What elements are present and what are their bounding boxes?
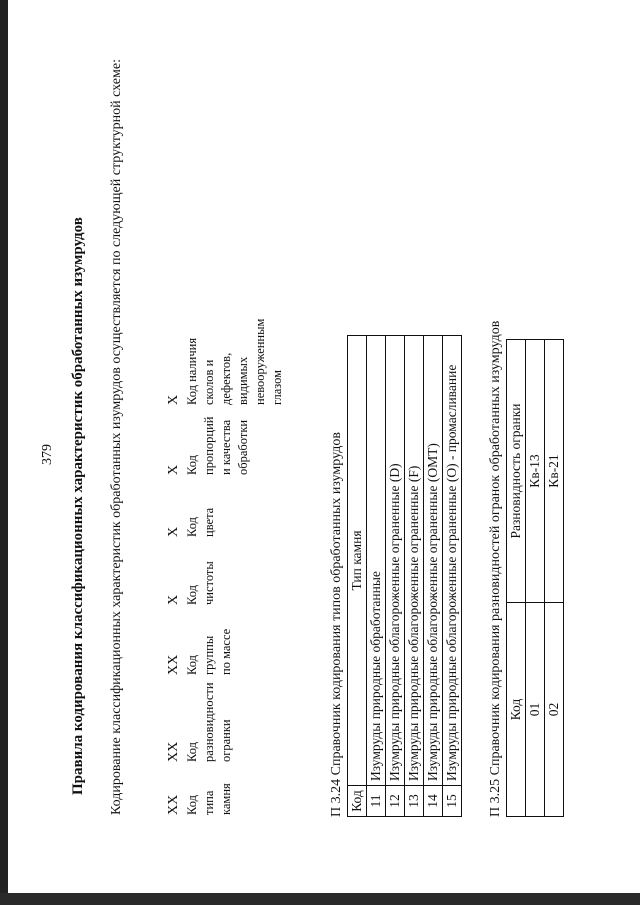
header-stone-type: Тип камня — [348, 336, 367, 786]
scheme-col-defects: Х Код наличия сколов и дефектов, видимых невооруженным глазом — [166, 318, 284, 405]
table-row: 11 Изумруды природные обработанные — [367, 336, 386, 817]
scheme-col-proportions: Х Код пропорций и качества обработки — [166, 416, 250, 475]
header-code: Код — [507, 603, 526, 817]
table-row: 15 Изумруды природные облагороженные ограненные (O) - промасливание — [443, 336, 462, 817]
table-row: 13 Изумруды природные облагороженные ограненные (F) — [405, 336, 424, 817]
table-row: 14 Изумруды природные облагороженные ограненные (OMT) — [424, 336, 443, 817]
page-number: 379 — [40, 444, 55, 465]
scheme-col-cut: ХХ Код разновидности огранки — [166, 682, 233, 762]
cut-variety-table — [506, 339, 564, 817]
table-header-row — [507, 340, 526, 817]
scheme-col-color: Х Код цвета — [166, 507, 216, 537]
table-325-caption: П 3.25 Справочник кодирования разновидностей огранок обработанных изумрудов — [488, 320, 503, 817]
intro-paragraph: Кодирование классификационных характеристик обработанных изумрудов осуществляется по следующей структурной схеме: — [109, 59, 124, 815]
table-324-caption: П 3.24 Справочник кодирования типов обработанных изумрудов — [329, 432, 344, 817]
table-header-row — [348, 336, 367, 817]
scheme-col-mass: ХХ Код группы по массе — [166, 628, 233, 675]
table-row: 01 Кв-13 — [526, 340, 545, 817]
scheme-col-clarity: Х Код чистоты — [166, 561, 216, 605]
page-title: Правила кодирования классификационных характеристик обработанных изумрудов — [70, 217, 86, 795]
table-row: 12 Изумруды природные облагороженные ограненные (D) — [386, 336, 405, 817]
header-cut-variety: Разновидность огранки — [507, 340, 526, 603]
scheme-col-type: ХХ Код типа камня — [166, 783, 233, 815]
table-row: 02 Кв-21 — [545, 340, 564, 817]
stone-type-table — [347, 335, 462, 817]
header-code: Код — [348, 786, 367, 817]
